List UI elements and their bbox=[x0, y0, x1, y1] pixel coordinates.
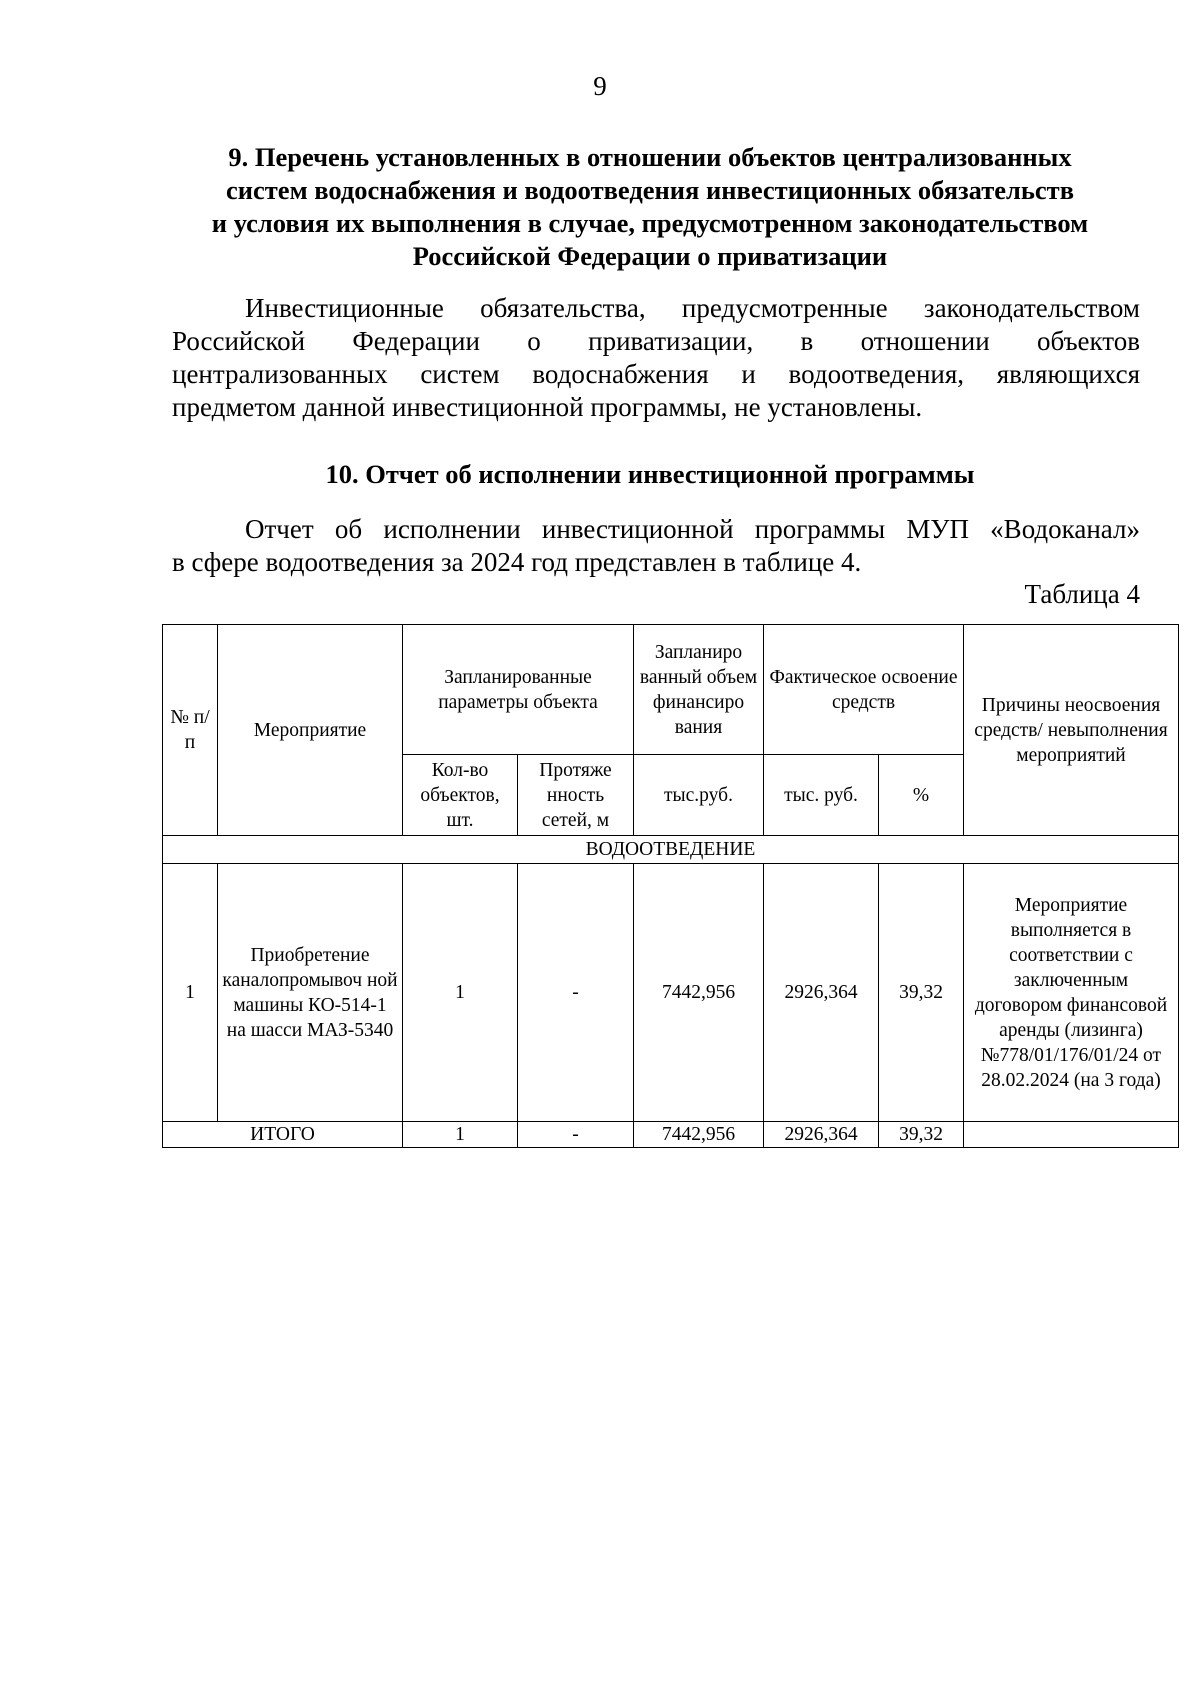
table-section-row bbox=[163, 836, 1179, 864]
section-9-title-line: и условия их выполнения в случае, предусмотренном законодательством bbox=[211, 208, 1089, 238]
section-9-title-line: Российской Федерации о приватизации bbox=[412, 241, 888, 271]
cell-actual: 2926,364 bbox=[764, 864, 879, 1122]
section-9-title-line: 9. Перечень установленных в отношении объектов централизованных bbox=[228, 142, 1072, 172]
paragraph-line: Отчет об исполнении инвестиционной программы МУП «Водоканал» bbox=[245, 514, 1140, 544]
cell-count: 1 bbox=[403, 864, 518, 1122]
total-percent: 39,32 bbox=[879, 1122, 964, 1148]
paragraph-line: централизованных систем водоснабжения и водоотведения, являющихся bbox=[172, 359, 1140, 389]
header-event: Мероприятие bbox=[218, 625, 403, 836]
header-num: № п/п bbox=[163, 625, 218, 836]
header-length: Протяже нность сетей, м bbox=[518, 755, 634, 836]
total-reason bbox=[964, 1122, 1179, 1148]
total-planned: 7442,956 bbox=[634, 1122, 764, 1148]
header-planned-params: Запланированные параметры объекта bbox=[403, 625, 634, 755]
cell-planned: 7442,956 bbox=[634, 864, 764, 1122]
header-planned-unit: тыс.руб. bbox=[634, 755, 764, 836]
cell-num: 1 bbox=[163, 864, 218, 1122]
section-9-paragraph bbox=[172, 292, 1140, 424]
paragraph-line: в сфере водоотведения за 2024 год представлен в таблице 4. bbox=[172, 547, 862, 577]
header-reasons: Причины неосвоения средств/ невыполнения мероприятий bbox=[964, 625, 1179, 836]
header-percent: % bbox=[879, 755, 964, 836]
header-actual: Фактическое освоение средств bbox=[764, 625, 964, 755]
total-count: 1 bbox=[403, 1122, 518, 1148]
section-9-title bbox=[160, 141, 1140, 273]
total-actual: 2926,364 bbox=[764, 1122, 879, 1148]
table-total-row bbox=[163, 1122, 1179, 1148]
cell-percent: 39,32 bbox=[879, 864, 964, 1122]
cell-length: - bbox=[518, 864, 634, 1122]
cell-reason: Мероприятие выполняется в соответствии с заключенным договором финансовой аренды (лизинга) №778/01/176/01/24 от 28.02.2024 (на 3 года) bbox=[964, 864, 1179, 1122]
table-label: Таблица 4 bbox=[1024, 579, 1140, 609]
table-row bbox=[163, 864, 1179, 1122]
total-length: - bbox=[518, 1122, 634, 1148]
header-planned-volume: Запланиро ванный объем финансиро вания bbox=[634, 625, 764, 755]
table-header-row bbox=[163, 625, 1179, 755]
paragraph-line: предметом данной инвестиционной программы, не установлены. bbox=[172, 392, 923, 422]
cell-event: Приобретение каналопромывоч ной машины КО-514-1 на шасси МАЗ-5340 bbox=[218, 864, 403, 1122]
paragraph-line: Российской Федерации о приватизации, в отношении объектов bbox=[172, 326, 1140, 356]
section-10-paragraph bbox=[172, 513, 1140, 579]
page-number: 9 bbox=[593, 71, 607, 101]
paragraph-line: Инвестиционные обязательства, предусмотренные законодательством bbox=[245, 293, 1140, 323]
section-title-cell: ВОДООТВЕДЕНИЕ bbox=[163, 836, 1179, 864]
report-table bbox=[162, 624, 1179, 1148]
header-count: Кол-во объектов, шт. bbox=[403, 755, 518, 836]
header-actual-unit: тыс. руб. bbox=[764, 755, 879, 836]
total-label: ИТОГО bbox=[163, 1122, 403, 1148]
section-9-title-line: систем водоснабжения и водоотведения инвестиционных обязательств bbox=[226, 175, 1074, 205]
section-10-title: 10. Отчет об исполнении инвестиционной программы bbox=[325, 459, 975, 489]
